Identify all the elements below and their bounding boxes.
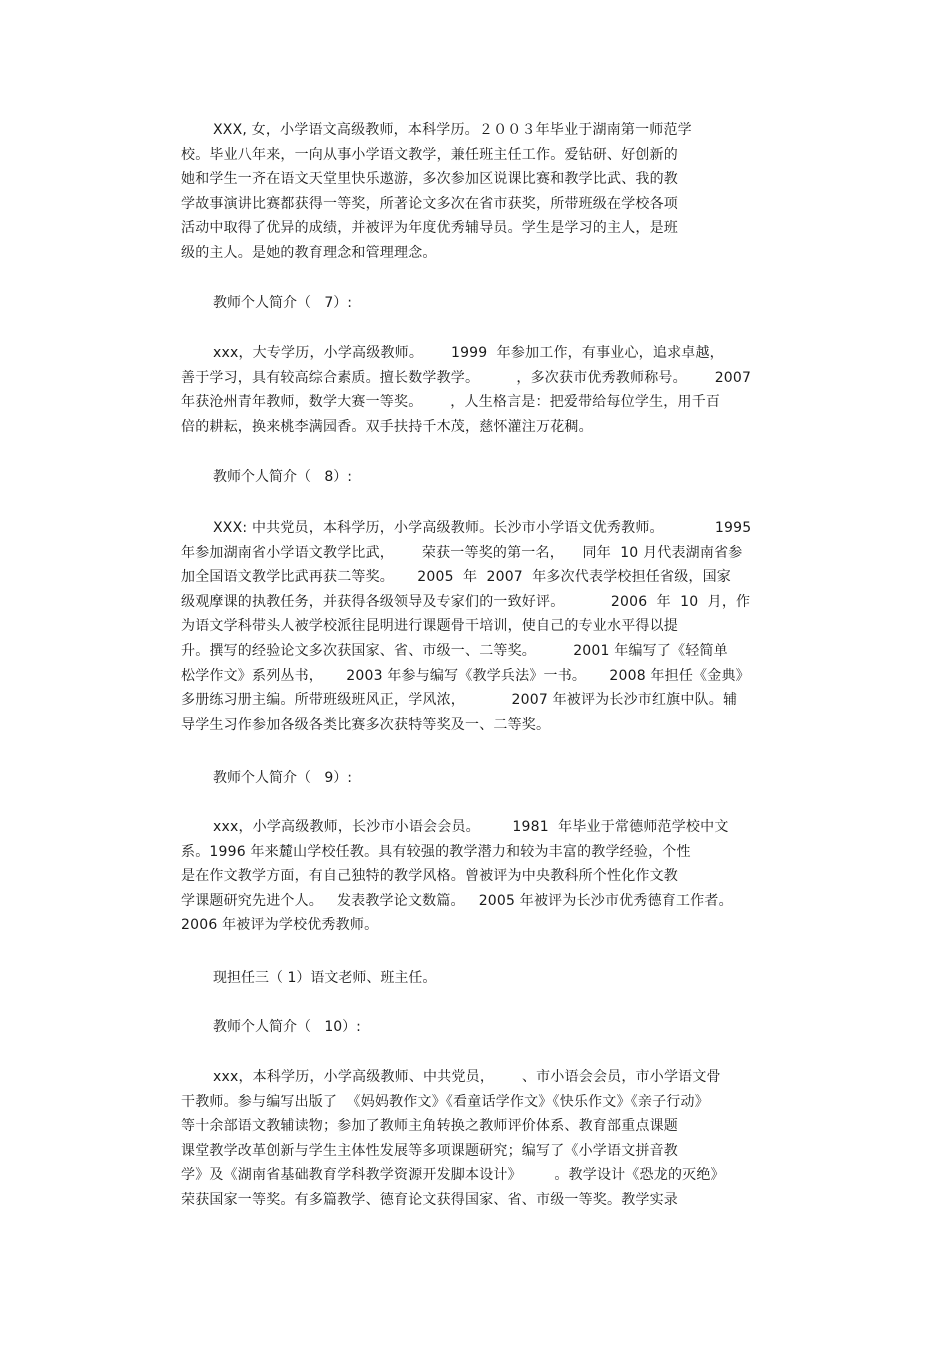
paragraph-line: 倍的耕耘，换来桃李满园香。双手扶持千木茂，慈怀灌注万花稠。 bbox=[181, 418, 593, 435]
paragraph-line: 级观摩课的执教任务，并获得各级领导及专家们的一致好评。 2006 年 10 月，作 bbox=[181, 593, 751, 610]
paragraph-line: 干教师。参与编写出版了 《妈妈教作文》《看童话学作文》《快乐作文》《亲子行动》 bbox=[181, 1093, 709, 1110]
paragraph-line: 加全国语文教学比武再获二等奖。 2005 年 2007 年多次代表学校担任省级，国家 bbox=[181, 569, 732, 586]
paragraph-line: xxx，大专学历，小学高级教师。 1999 年参加工作，有事业心，追求卓越， bbox=[213, 345, 724, 361]
paragraph-line: 多册练习册主编。所带班级班风正，学风浓， 2007 年被评为长沙市红旗中队。辅 bbox=[181, 692, 738, 709]
paragraph-line: 学课题研究先进个人。 发表教学论文数篇。 2005 年被评为长沙市优秀德育工作者。 bbox=[181, 892, 733, 909]
paragraph-intro bbox=[181, 118, 781, 266]
paragraph-line: 级的主人。是她的教育理念和管理理念。 bbox=[181, 244, 437, 261]
paragraph-line: 学》及《湖南省基础教育学科教学资源开发脚本设计》 。教学设计《恐龙的灭绝》 bbox=[181, 1167, 725, 1184]
paragraph-line: 荣获国家一等奖。有多篇教学、德育论文获得国家、省、市级一等奖。教学实录 bbox=[181, 1191, 678, 1208]
paragraph-line: 等十余部语文教辅读物；参加了教师主角转换之教师评价体系、教育部重点课题 bbox=[181, 1118, 678, 1135]
section-heading-10: 教师个人简介（ 10）: bbox=[213, 1019, 361, 1035]
paragraph-line: 善于学习，具有较高综合素质。擅长数学教学。 ，多次获市优秀教师称号。 2007 bbox=[181, 369, 752, 386]
section-heading-7: 教师个人简介（ 7）: bbox=[213, 295, 352, 311]
paragraph-line: XXX, 女，小学语文高级教师，本科学历。２００３年毕业于湖南第一师范学 bbox=[213, 122, 692, 138]
paragraph-teacher-10 bbox=[181, 1065, 781, 1213]
paragraph-teacher-7 bbox=[181, 341, 781, 439]
paragraph-line: XXX: 中共党员，本科学历，小学高级教师。长沙市小学语文优秀教师。 1995 bbox=[213, 520, 752, 536]
paragraph-line: 为语文学科带头人被学校派往昆明进行课题骨干培训，使自己的专业水平得以提 bbox=[181, 618, 678, 635]
paragraph-line: 2006 年被评为学校优秀教师。 bbox=[181, 917, 379, 934]
paragraph-line: 校。毕业八年来，一向从事小学语文教学，兼任班主任工作。爱钻研、好创新的 bbox=[181, 146, 678, 163]
paragraph-line: 升。撰写的经验论文多次获国家、省、市级一、二等奖。 2001 年编写了《轻简单 bbox=[181, 642, 728, 659]
paragraph-line: 课堂教学改革创新与学生主体性发展等多项课题研究；编写了《小学语文拼音教 bbox=[181, 1142, 678, 1159]
paragraph-line: 松学作文》系列丛书， 2003 年参与编写《教学兵法》一书。 2008 年担任《金典》 bbox=[181, 667, 750, 684]
paragraph-line: 活动中取得了优异的成绩，并被评为年度优秀辅导员。学生是学习的主人，是班 bbox=[181, 220, 678, 237]
section-heading-8: 教师个人简介（ 8）: bbox=[213, 469, 352, 485]
paragraph-line: 系。1996 年来麓山学校任教。具有较强的教学潜力和较为丰富的教学经验，个性 bbox=[181, 843, 691, 860]
paragraph-teacher-8 bbox=[181, 516, 781, 737]
paragraph-line: 年获沧州青年教师，数学大赛一等奖。 ，人生格言是：把爱带给每位学生，用千百 bbox=[181, 394, 721, 411]
section-heading-9: 教师个人简介（ 9）: bbox=[213, 770, 352, 786]
paragraph-teacher-9 bbox=[181, 815, 781, 938]
paragraph-line: 导学生习作参加各级各类比赛多次获特等奖及一、二等奖。 bbox=[181, 716, 551, 733]
current-role-line: 现担任三（ 1）语文老师、班主任。 bbox=[213, 970, 437, 986]
paragraph-line: xxx，小学高级教师，长沙市小语会会员。 1981 年毕业于常德师范学校中文 bbox=[213, 819, 729, 835]
paragraph-line: 年参加湖南省小学语文教学比武， 荣获一等奖的第一名， 同年 10 月代表湖南省参 bbox=[181, 544, 743, 561]
paragraph-line: 她和学生一齐在语文天堂里快乐遨游，多次参加区说课比赛和教学比武、我的教 bbox=[181, 171, 678, 188]
paragraph-line: xxx，本科学历，小学高级教师、中共党员， 、市小语会会员，市小学语文骨 bbox=[213, 1069, 721, 1085]
paragraph-line: 是在作文教学方面，有自己独特的教学风格。曾被评为中央教科所个性化作文教 bbox=[181, 868, 678, 885]
paragraph-line: 学故事演讲比赛都获得一等奖，所著论文多次在省市获奖，所带班级在学校各项 bbox=[181, 195, 678, 212]
